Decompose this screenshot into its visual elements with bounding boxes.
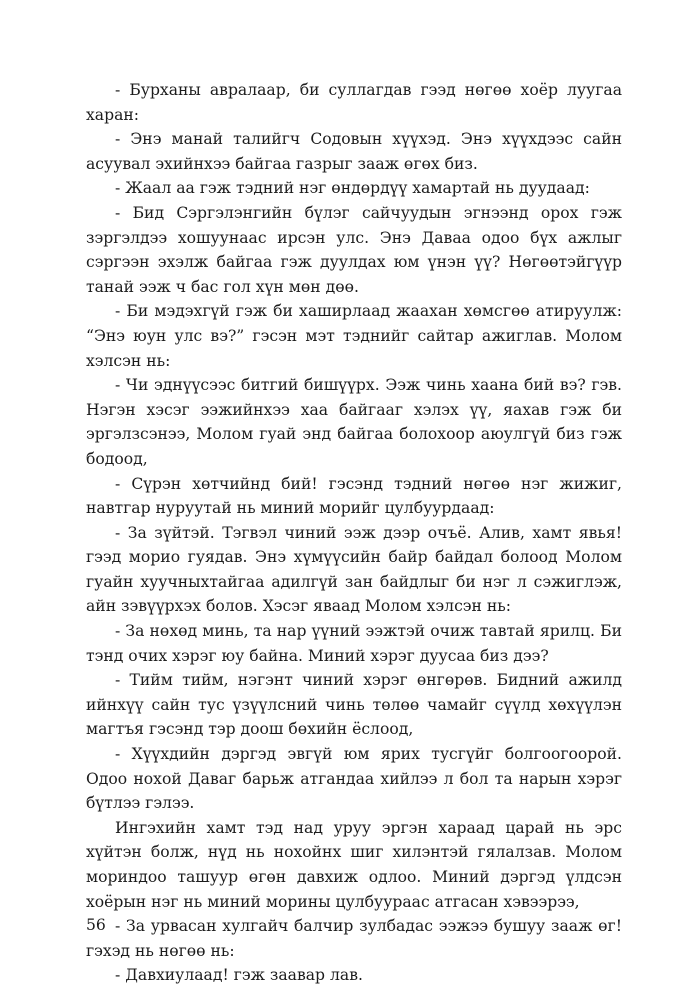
paragraph: - Бид Сэргэлэнгийн бүлэг сайчуудын эгнээнд орох гэж зэргэлдээ хошуунаас ирсэн улс. Энэ Даваа одоо бүх ажлыг сэргээн эхэлж байгаа гэж дуулдах юм үнэн үү? Нөгөөтэйгүүр танай ээж ч бас гол хүн мөн дөө. (86, 203, 622, 296)
paragraph: - Энэ манай талийгч Содовын хүүхэд. Энэ хүүхдээс сайн асуувал эхийнхээ байгаа газрыг зааж өгөх биз. (86, 130, 622, 173)
paragraph: - Жаал аа гэж тэдний нэг өндөрдүү хамартай нь дуудаад: (115, 179, 590, 198)
paragraph: - Тийм тийм, нэгэнт чиний хэрэг өнгөрөв. Бидний ажилд ийнхүү сайн тус үзүүлсний чинь төлөө чамайг сүүлд хөхүүлэн магтъя гэсэнд тэр доош бөхийн ёслоод, (86, 671, 622, 739)
paragraph: Ингэхийн хамт тэд над уруу эргэн хараад царай нь эрс хүйтэн болж, нүд нь нохойнх шиг хилэнтэй гялалзав. Молом мориндоо ташуур өгөн давхиж одлоо. Миний дэргэд үлдсэн хоёрын нэг нь миний морины цулбуураас атгасан хэвээрээ, (86, 818, 622, 911)
paragraph: - Давхиулаад! гэж заавар лав. (115, 966, 363, 985)
paragraph: - Чи эднүүсээс битгий бишүүрх. Ээж чинь хаана бий вэ? гэв. Нэгэн хэсэг ээжийнхээ хаа байгааг хэлэх үү, яахав гэж би эргэлзсэнээ, Молом гуай энд байгаа болохоор аюулгүй биз гэж бодоод, (86, 376, 622, 468)
paragraph: - Сүрэн хөтчийнд бий! гэсэнд тэдний нөгөө нэг жижиг, навтгар нуруутай нь миний морийг цулбуурдаад: (86, 474, 622, 518)
paragraph: - Хүүхдийн дэргэд эвгүй юм ярих тусгүйг болгоогоорой. Одоо нохой Даваг барьж атгандаа хийлээ л бол та нарын хэрэг бүтлээ гэлээ. (86, 745, 622, 813)
page-number: 56 (86, 916, 106, 934)
paragraph: - За урвасан хулгайч балчир зулбадас ээжээ бушуу зааж өг! гэхэд нь нөгөө нь: (86, 917, 622, 960)
paragraph: - За зүйтэй. Тэгвэл чиний ээж дээр очъё. Алив, хамт явья! гээд морио гуядав. Энэ хүмүүсийн байр байдал болоод Молом гуайн хуучныхтайгаа адилгүй зан байдлыг би нэг л сэжиглэж, айн зэвүүрхэх болов. Хэсэг яваад Молом хэлсэн нь: (86, 523, 622, 616)
paragraph: - За нөхөд минь, та нар үүний ээжтэй очиж тавтай ярилц. Би тэнд очих хэрэг юу байна. Миний хэрэг дуусаа биз дээ? (86, 622, 622, 665)
paragraph: - Бурханы авралаар, би суллагдав гээд нөгөө хоёр луугаа харан: (86, 81, 622, 124)
body-text (86, 78, 622, 988)
paragraph: - Би мэдэхгүй гэж би хаширлаад жаахан хөмсгөө атируулж: “Энэ юун улс вэ?” гэсэн мэт тэднийг сайтар ажиглав. Молом хэлсэн нь: (86, 302, 622, 370)
